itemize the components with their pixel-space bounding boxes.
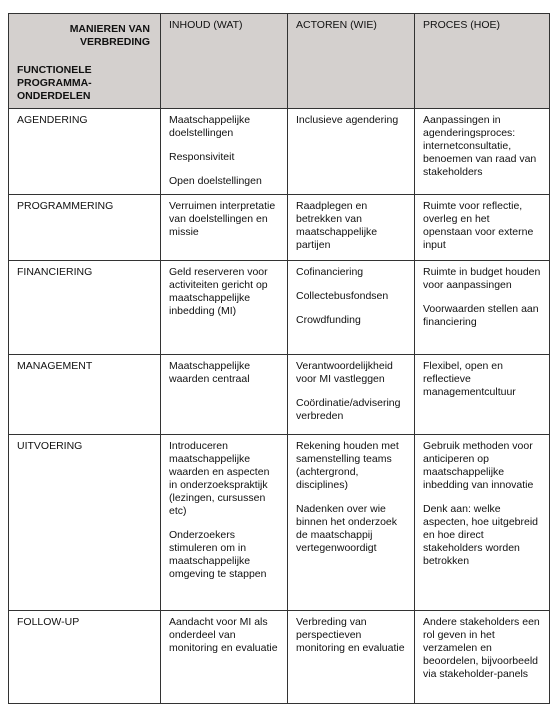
cell-paragraph: Verruimen interpretatie van doelstellingen en missie bbox=[169, 200, 276, 238]
corner-header-cell bbox=[9, 14, 161, 109]
cell-actoren bbox=[288, 355, 415, 435]
cell-paragraph: Verbreding van perspectieven monitoring en evaluatie bbox=[296, 616, 405, 654]
corner-top-label: MANIEREN VAN VERBREDING bbox=[69, 23, 150, 48]
cell-inhoud bbox=[161, 261, 288, 355]
row-label: AGENDERING bbox=[9, 109, 161, 195]
cell-paragraph: Raadplegen en betrekken van maatschappelijke partijen bbox=[296, 200, 378, 251]
table-row bbox=[9, 195, 550, 261]
cell-actoren bbox=[288, 261, 415, 355]
cell-paragraph: Gebruik methoden voor anticiperen op maatschappelijke inbedding van innovatie bbox=[423, 440, 534, 491]
cell-paragraph: Responsiviteit bbox=[169, 151, 235, 163]
cell-paragraph: Maatschappelijke waarden centraal bbox=[169, 360, 251, 385]
cell-paragraph: Nadenken over wie binnen het onderzoek de maatschappij vertegenwoordigt bbox=[296, 503, 397, 554]
table-row bbox=[9, 611, 550, 704]
cell-paragraph: Aandacht voor MI als onderdeel van monitoring en evaluatie bbox=[169, 616, 278, 654]
cell-paragraph: Introduceren maatschappelijke waarden en aspecten in onderzoekspraktijk (lezingen, cursussen etc) bbox=[169, 440, 270, 517]
column-header-actoren: ACTOREN (WIE) bbox=[288, 14, 415, 109]
cell-actoren bbox=[288, 611, 415, 704]
cell-paragraph: Open doelstellingen bbox=[169, 175, 262, 187]
cell-paragraph: Crowdfunding bbox=[296, 314, 361, 326]
cell-paragraph: Aanpassingen in agenderingsproces: internetconsultatie, benoemen van raad van stakeholders bbox=[423, 114, 537, 178]
row-label: PROGRAMMERING bbox=[9, 195, 161, 261]
cell-paragraph: Geld reserveren voor activiteiten gericht op maatschappelijke inbedding (MI) bbox=[169, 266, 268, 317]
cell-proces bbox=[415, 611, 550, 704]
cell-paragraph: Ruimte voor reflectie, overleg en het openstaan voor externe input bbox=[423, 200, 534, 251]
row-label: MANAGEMENT bbox=[9, 355, 161, 435]
cell-paragraph: Inclusieve agendering bbox=[296, 114, 399, 126]
cell-proces bbox=[415, 261, 550, 355]
cell-actoren bbox=[288, 435, 415, 611]
cell-inhoud bbox=[161, 435, 288, 611]
cell-paragraph: Coördinatie/advisering verbreden bbox=[296, 397, 401, 422]
cell-proces bbox=[415, 195, 550, 261]
table-row bbox=[9, 435, 550, 611]
cell-paragraph: Maatschappelijke doelstellingen bbox=[169, 114, 251, 139]
framework-table bbox=[8, 13, 550, 704]
row-label: UITVOERING bbox=[9, 435, 161, 611]
cell-paragraph: Voorwaarden stellen aan financiering bbox=[423, 303, 539, 328]
cell-paragraph: Flexibel, open en reflectieve managementcultuur bbox=[423, 360, 516, 398]
corner-bottom-label: FUNCTIONELE PROGRAMMA- ONDERDELEN bbox=[17, 64, 92, 102]
header-row bbox=[9, 14, 550, 109]
cell-inhoud bbox=[161, 109, 288, 195]
cell-proces bbox=[415, 435, 550, 611]
cell-paragraph: Onderzoekers stimuleren om in maatschappelijke omgeving te stappen bbox=[169, 529, 267, 580]
row-label: FINANCIERING bbox=[9, 261, 161, 355]
cell-paragraph: Cofinanciering bbox=[296, 266, 364, 278]
cell-actoren bbox=[288, 109, 415, 195]
cell-paragraph: Denk aan: welke aspecten, hoe uitgebreid en hoe direct stakeholders worden betrokken bbox=[423, 503, 539, 567]
cell-paragraph: Verantwoordelijkheid voor MI vastleggen bbox=[296, 360, 393, 385]
cell-proces bbox=[415, 355, 550, 435]
row-label: FOLLOW-UP bbox=[9, 611, 161, 704]
cell-actoren bbox=[288, 195, 415, 261]
cell-paragraph: Andere stakeholders een rol geven in het verzamelen en beoordelen, bijvoorbeeld via stakeholder-panels bbox=[423, 616, 540, 680]
table-row bbox=[9, 261, 550, 355]
cell-paragraph: Collectebusfondsen bbox=[296, 290, 389, 302]
cell-inhoud bbox=[161, 611, 288, 704]
cell-inhoud bbox=[161, 195, 288, 261]
cell-paragraph: Ruimte in budget houden voor aanpassingen bbox=[423, 266, 541, 291]
table-row bbox=[9, 355, 550, 435]
column-header-inhoud: INHOUD (WAT) bbox=[161, 14, 288, 109]
cell-proces bbox=[415, 109, 550, 195]
column-header-proces: PROCES (HOE) bbox=[415, 14, 550, 109]
table-row bbox=[9, 109, 550, 195]
cell-paragraph: Rekening houden met samenstelling teams (achtergrond, disciplines) bbox=[296, 440, 399, 491]
cell-inhoud bbox=[161, 355, 288, 435]
